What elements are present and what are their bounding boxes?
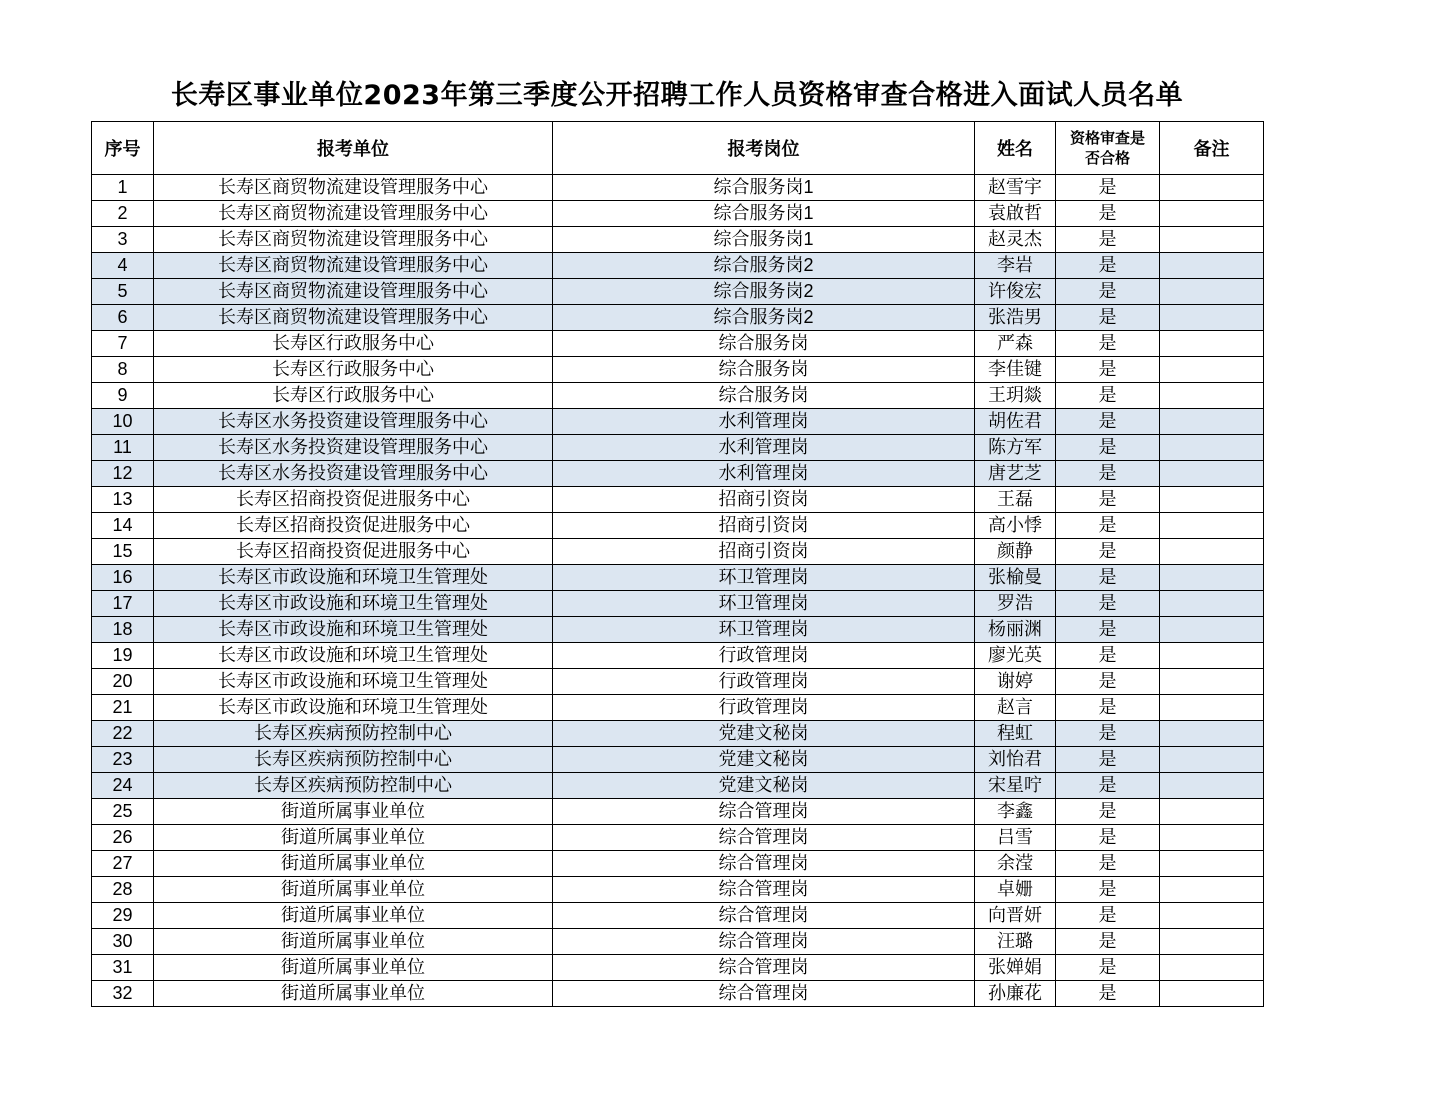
- table-row: [92, 513, 1264, 539]
- cell-unit: 长寿区市政设施和环境卫生管理处: [154, 643, 553, 669]
- table-row: [92, 253, 1264, 279]
- cell-remark: [1160, 227, 1264, 253]
- table-row: [92, 357, 1264, 383]
- cell-remark: [1160, 903, 1264, 929]
- cell-remark: [1160, 955, 1264, 981]
- cell-qualified: 是: [1056, 929, 1160, 955]
- cell-name: 卓姗: [975, 877, 1056, 903]
- cell-qualified: 是: [1056, 201, 1160, 227]
- table-row: [92, 929, 1264, 955]
- cell-qualified: 是: [1056, 695, 1160, 721]
- cell-name: 赵言: [975, 695, 1056, 721]
- header-seq: 序号: [92, 122, 154, 175]
- table-row: [92, 825, 1264, 851]
- cell-qualified: 是: [1056, 903, 1160, 929]
- table-header-row: [92, 122, 1264, 175]
- table-row: [92, 903, 1264, 929]
- cell-seq: 31: [92, 955, 154, 981]
- cell-seq: 12: [92, 461, 154, 487]
- cell-unit: 长寿区市政设施和环境卫生管理处: [154, 591, 553, 617]
- cell-remark: [1160, 175, 1264, 201]
- cell-unit: 长寿区行政服务中心: [154, 331, 553, 357]
- cell-unit: 长寿区水务投资建设管理服务中心: [154, 435, 553, 461]
- cell-post: 综合服务岗2: [553, 305, 975, 331]
- table-row: [92, 799, 1264, 825]
- cell-name: 赵雪宇: [975, 175, 1056, 201]
- cell-name: 赵灵杰: [975, 227, 1056, 253]
- cell-qualified: 是: [1056, 461, 1160, 487]
- cell-post: 水利管理岗: [553, 461, 975, 487]
- cell-post: 党建文秘岗: [553, 721, 975, 747]
- table-row: [92, 877, 1264, 903]
- cell-unit: 街道所属事业单位: [154, 851, 553, 877]
- cell-unit: 长寿区商贸物流建设管理服务中心: [154, 201, 553, 227]
- cell-seq: 14: [92, 513, 154, 539]
- cell-qualified: 是: [1056, 357, 1160, 383]
- cell-seq: 17: [92, 591, 154, 617]
- cell-qualified: 是: [1056, 799, 1160, 825]
- table-row: [92, 435, 1264, 461]
- cell-remark: [1160, 877, 1264, 903]
- cell-unit: 长寿区疾病预防控制中心: [154, 721, 553, 747]
- cell-seq: 13: [92, 487, 154, 513]
- page-title: 长寿区事业单位2023年第三季度公开招聘工作人员资格审查合格进入面试人员名单: [170, 80, 1184, 111]
- cell-qualified: 是: [1056, 721, 1160, 747]
- cell-name: 谢婷: [975, 669, 1056, 695]
- cell-name: 廖光英: [975, 643, 1056, 669]
- cell-qualified: 是: [1056, 383, 1160, 409]
- cell-post: 综合管理岗: [553, 799, 975, 825]
- cell-seq: 1: [92, 175, 154, 201]
- cell-unit: 街道所属事业单位: [154, 877, 553, 903]
- header-qualified-line1: 资格审查是: [1069, 129, 1145, 147]
- cell-post: 行政管理岗: [553, 695, 975, 721]
- table-row: [92, 227, 1264, 253]
- cell-name: 高小悸: [975, 513, 1056, 539]
- cell-seq: 32: [92, 981, 154, 1007]
- header-unit: 报考单位: [154, 122, 553, 175]
- table-row: [92, 461, 1264, 487]
- cell-unit: 长寿区市政设施和环境卫生管理处: [154, 617, 553, 643]
- cell-remark: [1160, 461, 1264, 487]
- cell-unit: 长寿区市政设施和环境卫生管理处: [154, 669, 553, 695]
- cell-unit: 长寿区水务投资建设管理服务中心: [154, 409, 553, 435]
- cell-name: 宋星咛: [975, 773, 1056, 799]
- cell-post: 综合管理岗: [553, 903, 975, 929]
- cell-remark: [1160, 773, 1264, 799]
- cell-post: 综合服务岗2: [553, 253, 975, 279]
- cell-remark: [1160, 747, 1264, 773]
- cell-seq: 29: [92, 903, 154, 929]
- table-row: [92, 669, 1264, 695]
- cell-post: 综合服务岗: [553, 331, 975, 357]
- header-qualified-line2: 否合格: [1084, 149, 1130, 167]
- table-row: [92, 773, 1264, 799]
- cell-qualified: 是: [1056, 591, 1160, 617]
- cell-post: 招商引资岗: [553, 539, 975, 565]
- cell-qualified: 是: [1056, 643, 1160, 669]
- table-row: [92, 955, 1264, 981]
- cell-remark: [1160, 617, 1264, 643]
- cell-qualified: 是: [1056, 669, 1160, 695]
- cell-qualified: 是: [1056, 773, 1160, 799]
- cell-seq: 3: [92, 227, 154, 253]
- cell-seq: 16: [92, 565, 154, 591]
- cell-remark: [1160, 669, 1264, 695]
- header-post: 报考岗位: [553, 122, 975, 175]
- cell-seq: 22: [92, 721, 154, 747]
- cell-post: 水利管理岗: [553, 409, 975, 435]
- cell-seq: 30: [92, 929, 154, 955]
- table-row: [92, 487, 1264, 513]
- cell-qualified: 是: [1056, 539, 1160, 565]
- cell-seq: 9: [92, 383, 154, 409]
- cell-name: 张婵娟: [975, 955, 1056, 981]
- cell-qualified: 是: [1056, 253, 1160, 279]
- cell-qualified: 是: [1056, 955, 1160, 981]
- cell-name: 唐艺芝: [975, 461, 1056, 487]
- cell-name: 向晋妍: [975, 903, 1056, 929]
- cell-unit: 街道所属事业单位: [154, 955, 553, 981]
- cell-remark: [1160, 331, 1264, 357]
- cell-name: 王玥燚: [975, 383, 1056, 409]
- cell-remark: [1160, 487, 1264, 513]
- header-name: 姓名: [975, 122, 1056, 175]
- cell-name: 罗浩: [975, 591, 1056, 617]
- cell-seq: 19: [92, 643, 154, 669]
- cell-remark: [1160, 409, 1264, 435]
- cell-post: 党建文秘岗: [553, 747, 975, 773]
- cell-qualified: 是: [1056, 409, 1160, 435]
- cell-seq: 28: [92, 877, 154, 903]
- cell-post: 环卫管理岗: [553, 591, 975, 617]
- cell-post: 党建文秘岗: [553, 773, 975, 799]
- cell-unit: 长寿区疾病预防控制中心: [154, 773, 553, 799]
- cell-qualified: 是: [1056, 981, 1160, 1007]
- cell-seq: 23: [92, 747, 154, 773]
- cell-remark: [1160, 279, 1264, 305]
- cell-unit: 长寿区商贸物流建设管理服务中心: [154, 253, 553, 279]
- cell-remark: [1160, 981, 1264, 1007]
- cell-post: 综合服务岗2: [553, 279, 975, 305]
- cell-post: 综合管理岗: [553, 981, 975, 1007]
- cell-qualified: 是: [1056, 331, 1160, 357]
- table-row: [92, 175, 1264, 201]
- cell-post: 综合服务岗1: [553, 227, 975, 253]
- cell-remark: [1160, 929, 1264, 955]
- cell-seq: 25: [92, 799, 154, 825]
- table-row: [92, 643, 1264, 669]
- cell-post: 水利管理岗: [553, 435, 975, 461]
- cell-remark: [1160, 357, 1264, 383]
- cell-name: 李岩: [975, 253, 1056, 279]
- table-row: [92, 591, 1264, 617]
- cell-unit: 长寿区招商投资促进服务中心: [154, 513, 553, 539]
- cell-qualified: 是: [1056, 305, 1160, 331]
- header-qualified: [1056, 122, 1160, 175]
- cell-seq: 15: [92, 539, 154, 565]
- cell-name: 程虹: [975, 721, 1056, 747]
- cell-post: 行政管理岗: [553, 669, 975, 695]
- cell-qualified: 是: [1056, 617, 1160, 643]
- cell-unit: 长寿区商贸物流建设管理服务中心: [154, 175, 553, 201]
- table-row: [92, 695, 1264, 721]
- cell-remark: [1160, 383, 1264, 409]
- cell-name: 汪璐: [975, 929, 1056, 955]
- cell-name: 严森: [975, 331, 1056, 357]
- cell-seq: 2: [92, 201, 154, 227]
- cell-unit: 长寿区行政服务中心: [154, 357, 553, 383]
- candidate-table: [91, 121, 1264, 1007]
- table-row: [92, 981, 1264, 1007]
- header-remark: 备注: [1160, 122, 1264, 175]
- cell-post: 综合服务岗: [553, 357, 975, 383]
- table-row: [92, 851, 1264, 877]
- cell-remark: [1160, 851, 1264, 877]
- cell-seq: 10: [92, 409, 154, 435]
- cell-qualified: 是: [1056, 877, 1160, 903]
- cell-seq: 5: [92, 279, 154, 305]
- table-row: [92, 409, 1264, 435]
- cell-seq: 18: [92, 617, 154, 643]
- cell-name: 李佳键: [975, 357, 1056, 383]
- cell-post: 招商引资岗: [553, 513, 975, 539]
- cell-remark: [1160, 591, 1264, 617]
- cell-seq: 24: [92, 773, 154, 799]
- cell-qualified: 是: [1056, 851, 1160, 877]
- cell-post: 综合服务岗: [553, 383, 975, 409]
- cell-name: 颜静: [975, 539, 1056, 565]
- cell-qualified: 是: [1056, 487, 1160, 513]
- cell-name: 王磊: [975, 487, 1056, 513]
- table-row: [92, 721, 1264, 747]
- table-row: [92, 617, 1264, 643]
- table-row: [92, 201, 1264, 227]
- cell-remark: [1160, 825, 1264, 851]
- cell-qualified: 是: [1056, 565, 1160, 591]
- cell-post: 综合服务岗1: [553, 201, 975, 227]
- cell-unit: 长寿区市政设施和环境卫生管理处: [154, 565, 553, 591]
- cell-remark: [1160, 305, 1264, 331]
- cell-name: 袁啟哲: [975, 201, 1056, 227]
- table-row: [92, 747, 1264, 773]
- cell-remark: [1160, 799, 1264, 825]
- cell-name: 胡佐君: [975, 409, 1056, 435]
- cell-post: 环卫管理岗: [553, 617, 975, 643]
- cell-remark: [1160, 435, 1264, 461]
- cell-unit: 长寿区水务投资建设管理服务中心: [154, 461, 553, 487]
- cell-unit: 长寿区行政服务中心: [154, 383, 553, 409]
- table-row: [92, 331, 1264, 357]
- cell-remark: [1160, 565, 1264, 591]
- cell-name: 孙廉花: [975, 981, 1056, 1007]
- cell-unit: 街道所属事业单位: [154, 981, 553, 1007]
- cell-unit: 街道所属事业单位: [154, 929, 553, 955]
- table-row: [92, 305, 1264, 331]
- cell-qualified: 是: [1056, 513, 1160, 539]
- cell-remark: [1160, 721, 1264, 747]
- cell-unit: 长寿区疾病预防控制中心: [154, 747, 553, 773]
- table-body: [92, 175, 1264, 1007]
- cell-remark: [1160, 539, 1264, 565]
- cell-remark: [1160, 201, 1264, 227]
- cell-name: 陈方军: [975, 435, 1056, 461]
- cell-remark: [1160, 513, 1264, 539]
- cell-unit: 长寿区商贸物流建设管理服务中心: [154, 279, 553, 305]
- cell-remark: [1160, 643, 1264, 669]
- cell-seq: 21: [92, 695, 154, 721]
- cell-unit: 长寿区市政设施和环境卫生管理处: [154, 695, 553, 721]
- cell-post: 综合服务岗1: [553, 175, 975, 201]
- cell-qualified: 是: [1056, 435, 1160, 461]
- cell-name: 张浩男: [975, 305, 1056, 331]
- cell-post: 综合管理岗: [553, 825, 975, 851]
- cell-name: 吕雪: [975, 825, 1056, 851]
- cell-name: 李鑫: [975, 799, 1056, 825]
- cell-qualified: 是: [1056, 747, 1160, 773]
- cell-name: 许俊宏: [975, 279, 1056, 305]
- table-row: [92, 383, 1264, 409]
- cell-seq: 8: [92, 357, 154, 383]
- cell-post: 环卫管理岗: [553, 565, 975, 591]
- cell-unit: 长寿区商贸物流建设管理服务中心: [154, 227, 553, 253]
- table-row: [92, 565, 1264, 591]
- cell-name: 余滢: [975, 851, 1056, 877]
- cell-qualified: 是: [1056, 175, 1160, 201]
- cell-post: 综合管理岗: [553, 851, 975, 877]
- cell-seq: 6: [92, 305, 154, 331]
- cell-remark: [1160, 695, 1264, 721]
- cell-seq: 20: [92, 669, 154, 695]
- cell-post: 综合管理岗: [553, 955, 975, 981]
- cell-post: 招商引资岗: [553, 487, 975, 513]
- cell-name: 张榆曼: [975, 565, 1056, 591]
- cell-post: 综合管理岗: [553, 929, 975, 955]
- cell-qualified: 是: [1056, 825, 1160, 851]
- cell-seq: 4: [92, 253, 154, 279]
- cell-seq: 27: [92, 851, 154, 877]
- cell-name: 杨丽渊: [975, 617, 1056, 643]
- cell-unit: 长寿区商贸物流建设管理服务中心: [154, 305, 553, 331]
- cell-remark: [1160, 253, 1264, 279]
- cell-post: 行政管理岗: [553, 643, 975, 669]
- cell-unit: 街道所属事业单位: [154, 825, 553, 851]
- cell-name: 刘怡君: [975, 747, 1056, 773]
- cell-seq: 11: [92, 435, 154, 461]
- cell-unit: 长寿区招商投资促进服务中心: [154, 487, 553, 513]
- cell-unit: 街道所属事业单位: [154, 799, 553, 825]
- cell-seq: 26: [92, 825, 154, 851]
- table-row: [92, 279, 1264, 305]
- cell-unit: 街道所属事业单位: [154, 903, 553, 929]
- cell-qualified: 是: [1056, 227, 1160, 253]
- cell-unit: 长寿区招商投资促进服务中心: [154, 539, 553, 565]
- cell-seq: 7: [92, 331, 154, 357]
- cell-post: 综合管理岗: [553, 877, 975, 903]
- cell-qualified: 是: [1056, 279, 1160, 305]
- table-row: [92, 539, 1264, 565]
